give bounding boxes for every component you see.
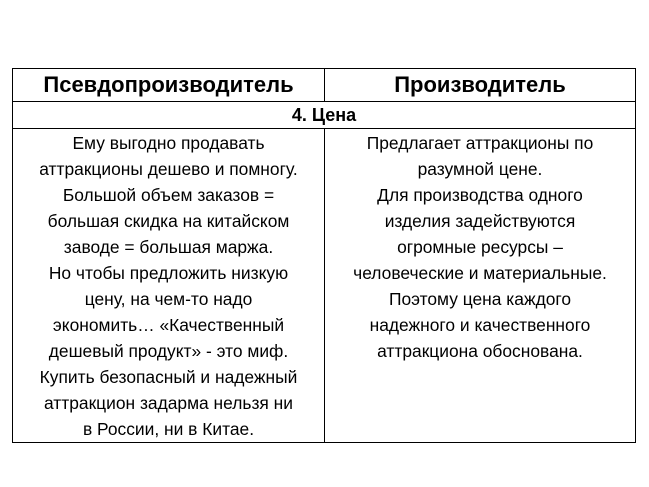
- text-line: аттракциона обоснована.: [377, 341, 583, 361]
- text-line: Большой объем заказов =: [62, 185, 275, 205]
- text-line: аттракционы дешево и помногу.: [39, 159, 298, 179]
- text-line: Купить безопасный и надежный: [39, 367, 298, 387]
- producer-text: [325, 129, 636, 443]
- text-line: цену, на чем-то надо: [84, 289, 253, 309]
- text-line: Предлагает аттракционы по: [366, 133, 594, 153]
- text-line: аттракцион задарма нельзя ни: [44, 393, 293, 413]
- pseudo-producer-text: [13, 129, 325, 443]
- text-line: изделия задействуются: [384, 211, 576, 231]
- text-line: экономить… «Качественный: [52, 315, 285, 335]
- text-line: в России, ни в Китае.: [82, 419, 255, 439]
- content-row: [13, 129, 636, 443]
- text-line: человеческие и материальные.: [353, 263, 607, 283]
- text-line: заводе = большая маржа.: [63, 237, 274, 257]
- text-line: дешевый продукт» - это миф.: [48, 341, 289, 361]
- text-line: надежного и качественного: [369, 315, 591, 335]
- header-pseudo-producer: Псевдопроизводитель: [13, 69, 325, 102]
- comparison-table: [12, 68, 636, 443]
- text-line: Для производства одного: [377, 185, 583, 205]
- text-line: разумной цене.: [417, 159, 543, 179]
- text-line: большая скидка на китайском: [47, 211, 290, 231]
- header-row: [13, 69, 636, 102]
- text-line: Поэтому цена каждого: [388, 289, 572, 309]
- text-line: Но чтобы предложить низкую: [48, 263, 289, 283]
- section-row: [13, 102, 636, 129]
- text-line: Ему выгодно продавать: [72, 133, 265, 153]
- header-producer: Производитель: [325, 69, 636, 102]
- section-title-price: 4. Цена: [13, 102, 636, 129]
- text-line: огромные ресурсы –: [397, 237, 563, 257]
